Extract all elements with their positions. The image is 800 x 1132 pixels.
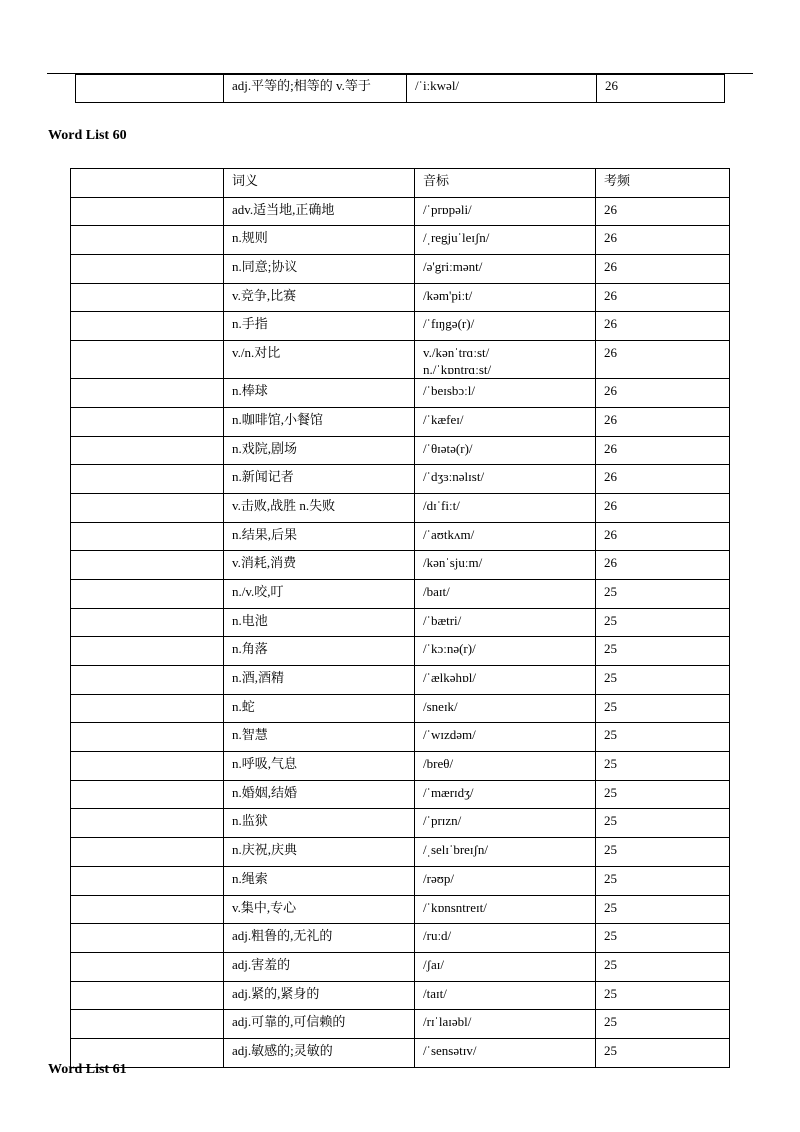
frequency-cell: 25 bbox=[596, 637, 730, 666]
phonetic-cell bbox=[415, 608, 596, 637]
meaning-cell: v./n.对比 bbox=[224, 341, 415, 379]
meaning-cell: n.呼吸,气息 bbox=[224, 752, 415, 781]
previous-list-table-tail bbox=[75, 74, 725, 103]
meaning-cell: n.棒球 bbox=[224, 379, 415, 408]
phonetic-line: /ˈkæfeɪ/ bbox=[423, 411, 464, 427]
phonetic-line: /ˈaʊtkʌm/ bbox=[423, 526, 475, 542]
word-cell bbox=[71, 255, 224, 284]
word-cell bbox=[71, 493, 224, 522]
phonetic-line: /rəʊp/ bbox=[423, 870, 454, 886]
frequency-cell: 25 bbox=[596, 666, 730, 695]
phonetic-line: /ʃaɪ/ bbox=[423, 956, 444, 972]
table-row bbox=[71, 465, 730, 494]
frequency-cell: 25 bbox=[596, 924, 730, 953]
meaning-cell: n.庆祝,庆典 bbox=[224, 838, 415, 867]
phonetic-cell bbox=[415, 522, 596, 551]
table-row bbox=[71, 752, 730, 781]
word-cell bbox=[71, 866, 224, 895]
phonetic-line: /ˈwɪzdəm/ bbox=[423, 727, 476, 743]
phonetic-cell bbox=[415, 436, 596, 465]
frequency-cell: 25 bbox=[596, 952, 730, 981]
phonetic-line: /sneɪk/ bbox=[423, 698, 458, 714]
word-cell bbox=[71, 895, 224, 924]
frequency-cell: 25 bbox=[596, 981, 730, 1010]
frequency-cell: 25 bbox=[596, 579, 730, 608]
frequency-cell: 25 bbox=[596, 1010, 730, 1039]
word-list-60-table bbox=[70, 168, 730, 1068]
phonetic-cell bbox=[415, 283, 596, 312]
table-row bbox=[71, 866, 730, 895]
phonetic-cell bbox=[415, 493, 596, 522]
table-row bbox=[71, 493, 730, 522]
meaning-cell: v.集中,专心 bbox=[224, 895, 415, 924]
phonetic-cell bbox=[415, 838, 596, 867]
word-cell bbox=[71, 608, 224, 637]
phonetic-line: /breθ/ bbox=[423, 756, 454, 772]
table-row bbox=[71, 226, 730, 255]
table-row bbox=[71, 379, 730, 408]
table-row bbox=[71, 723, 730, 752]
meaning-cell: n.蛇 bbox=[224, 694, 415, 723]
table-row bbox=[71, 522, 730, 551]
table-row bbox=[71, 694, 730, 723]
phonetic-line: /ˈkɔːnə(r)/ bbox=[423, 641, 476, 657]
phonetic-cell bbox=[415, 407, 596, 436]
frequency-cell: 26 bbox=[596, 283, 730, 312]
frequency-cell: 26 bbox=[596, 341, 730, 379]
phonetic-cell bbox=[415, 981, 596, 1010]
phonetic-line: /ˈælkəhɒl/ bbox=[423, 670, 477, 685]
table-row bbox=[71, 608, 730, 637]
word-cell bbox=[71, 226, 224, 255]
header-frequency: 考频 bbox=[596, 169, 730, 198]
phonetic-cell bbox=[415, 341, 596, 379]
frequency-cell: 25 bbox=[596, 780, 730, 809]
phonetic-line: /ˌselɪˈbreɪʃn/ bbox=[423, 842, 488, 858]
meaning-cell: n.婚姻,结婚 bbox=[224, 780, 415, 809]
phonetic-cell bbox=[415, 895, 596, 924]
phonetic-line: /ˈsensətɪv/ bbox=[423, 1042, 477, 1058]
phonetic-cell bbox=[415, 255, 596, 284]
phonetic-line: /baɪt/ bbox=[423, 583, 450, 599]
phonetic-line: /rɪˈlaɪəbl/ bbox=[423, 1014, 472, 1030]
table-row bbox=[71, 197, 730, 226]
meaning-cell: n.咖啡馆,小餐馆 bbox=[224, 407, 415, 436]
table-row bbox=[71, 551, 730, 580]
word-cell bbox=[71, 379, 224, 408]
section-title-word-list-60: Word List 60 bbox=[48, 128, 127, 143]
table-row bbox=[71, 838, 730, 867]
frequency-cell: 26 bbox=[597, 75, 725, 103]
phonetic-cell bbox=[415, 312, 596, 341]
frequency-cell: 26 bbox=[596, 551, 730, 580]
frequency-cell: 26 bbox=[596, 255, 730, 284]
meaning-cell: adj.平等的;相等的 v.等于 bbox=[224, 75, 407, 103]
phonetic-cell: /ˈiːkwəl/ bbox=[407, 75, 597, 103]
word-cell bbox=[76, 75, 224, 103]
word-cell bbox=[71, 924, 224, 953]
word-cell bbox=[71, 666, 224, 695]
word-cell bbox=[71, 465, 224, 494]
frequency-cell: 26 bbox=[596, 493, 730, 522]
phonetic-cell bbox=[415, 637, 596, 666]
phonetic-cell bbox=[415, 666, 596, 695]
phonetic-cell bbox=[415, 866, 596, 895]
frequency-cell: 26 bbox=[596, 197, 730, 226]
frequency-cell: 26 bbox=[596, 465, 730, 494]
phonetic-cell bbox=[415, 809, 596, 838]
table-row bbox=[71, 1010, 730, 1039]
table-row bbox=[76, 75, 725, 103]
meaning-cell: n.绳索 bbox=[224, 866, 415, 895]
word-cell bbox=[71, 312, 224, 341]
phonetic-line: /ˈprɒpəli/ bbox=[423, 201, 472, 217]
phonetic-line: /ruːd/ bbox=[423, 928, 452, 944]
frequency-cell: 25 bbox=[596, 1038, 730, 1067]
meaning-cell: adv.适当地,正确地 bbox=[224, 197, 415, 226]
word-cell bbox=[71, 809, 224, 838]
table-row bbox=[71, 341, 730, 379]
phonetic-cell bbox=[415, 226, 596, 255]
table-row bbox=[71, 283, 730, 312]
word-cell bbox=[71, 723, 224, 752]
frequency-cell: 26 bbox=[596, 312, 730, 341]
table-row bbox=[71, 407, 730, 436]
table-row bbox=[71, 809, 730, 838]
phonetic-line: /ˈmærɪdʒ/ bbox=[423, 784, 474, 800]
meaning-cell: adj.粗鲁的,无礼的 bbox=[224, 924, 415, 953]
phonetic-line: n./ˈkɒntrɑːst/ bbox=[423, 362, 492, 378]
meaning-cell: n.智慧 bbox=[224, 723, 415, 752]
meaning-cell: adj.紧的,紧身的 bbox=[224, 981, 415, 1010]
table-row bbox=[71, 780, 730, 809]
phonetic-cell bbox=[415, 723, 596, 752]
phonetic-line: /ˌregjuˈleɪʃn/ bbox=[423, 230, 490, 246]
phonetic-line: /ˈkɒnsntreɪt/ bbox=[423, 899, 487, 915]
phonetic-line: /ˈdʒɜːnəlɪst/ bbox=[423, 469, 485, 485]
phonetic-line: /ˈfɪŋgə(r)/ bbox=[423, 316, 475, 332]
word-cell bbox=[71, 522, 224, 551]
phonetic-cell bbox=[415, 924, 596, 953]
meaning-cell: n.监狱 bbox=[224, 809, 415, 838]
phonetic-line: /ˈbeɪsbɔːl/ bbox=[423, 383, 475, 399]
frequency-cell: 26 bbox=[596, 407, 730, 436]
phonetic-line: /ˈθɪətə(r)/ bbox=[423, 440, 473, 456]
meaning-cell: n.规则 bbox=[224, 226, 415, 255]
word-cell bbox=[71, 780, 224, 809]
table-row bbox=[71, 895, 730, 924]
section-title-word-list-61: Word List 61 bbox=[48, 1062, 127, 1077]
meaning-cell: n.角落 bbox=[224, 637, 415, 666]
header-word bbox=[71, 169, 224, 198]
frequency-cell: 26 bbox=[596, 436, 730, 465]
frequency-cell: 25 bbox=[596, 809, 730, 838]
word-cell bbox=[71, 407, 224, 436]
table-row bbox=[71, 924, 730, 953]
meaning-cell: n.新闻记者 bbox=[224, 465, 415, 494]
meaning-cell: v.竞争,比赛 bbox=[224, 283, 415, 312]
frequency-cell: 26 bbox=[596, 522, 730, 551]
word-cell bbox=[71, 637, 224, 666]
phonetic-line: /kəm'piːt/ bbox=[423, 287, 473, 303]
table-header-row bbox=[71, 169, 730, 198]
meaning-cell: n.酒,酒精 bbox=[224, 666, 415, 695]
meaning-cell: v.消耗,消费 bbox=[224, 551, 415, 580]
table-row bbox=[71, 666, 730, 695]
meaning-cell: n.电池 bbox=[224, 608, 415, 637]
table-row bbox=[71, 436, 730, 465]
word-cell bbox=[71, 1010, 224, 1039]
word-cell bbox=[71, 283, 224, 312]
table-row bbox=[71, 579, 730, 608]
frequency-cell: 25 bbox=[596, 608, 730, 637]
table-row bbox=[71, 255, 730, 284]
phonetic-cell bbox=[415, 952, 596, 981]
table-row bbox=[71, 952, 730, 981]
word-cell bbox=[71, 579, 224, 608]
phonetic-line: /ˈprɪzn/ bbox=[423, 813, 462, 829]
meaning-cell: adj.敏感的;灵敏的 bbox=[224, 1038, 415, 1067]
meaning-cell: n.戏院,剧场 bbox=[224, 436, 415, 465]
phonetic-cell bbox=[415, 379, 596, 408]
frequency-cell: 25 bbox=[596, 838, 730, 867]
phonetic-cell bbox=[415, 1010, 596, 1039]
frequency-cell: 25 bbox=[596, 866, 730, 895]
phonetic-cell bbox=[415, 1038, 596, 1067]
phonetic-line: /dɪˈfiːt/ bbox=[423, 497, 460, 513]
word-cell bbox=[71, 197, 224, 226]
table-row bbox=[71, 312, 730, 341]
word-cell bbox=[71, 551, 224, 580]
phonetic-cell bbox=[415, 465, 596, 494]
word-cell bbox=[71, 981, 224, 1010]
phonetic-line: /kənˈsjuːm/ bbox=[423, 555, 483, 571]
frequency-cell: 26 bbox=[596, 379, 730, 408]
frequency-cell: 25 bbox=[596, 723, 730, 752]
frequency-cell: 25 bbox=[596, 752, 730, 781]
meaning-cell: adj.可靠的,可信赖的 bbox=[224, 1010, 415, 1039]
table-row bbox=[71, 637, 730, 666]
table-row bbox=[71, 981, 730, 1010]
phonetic-cell bbox=[415, 197, 596, 226]
word-cell bbox=[71, 952, 224, 981]
table-row bbox=[71, 1038, 730, 1067]
word-cell bbox=[71, 436, 224, 465]
phonetic-line: v./kənˈtrɑːst/ bbox=[423, 345, 490, 361]
phonetic-cell bbox=[415, 579, 596, 608]
phonetic-cell bbox=[415, 551, 596, 580]
header-meaning: 词义 bbox=[224, 169, 415, 198]
word-cell bbox=[71, 341, 224, 379]
phonetic-line: /ə'griːmənt/ bbox=[423, 259, 483, 275]
phonetic-line: /ˈbætri/ bbox=[423, 612, 462, 628]
word-cell bbox=[71, 694, 224, 723]
meaning-cell: adj.害羞的 bbox=[224, 952, 415, 981]
header-phonetic: 音标 bbox=[415, 169, 596, 198]
phonetic-cell bbox=[415, 694, 596, 723]
frequency-cell: 26 bbox=[596, 226, 730, 255]
frequency-cell: 25 bbox=[596, 895, 730, 924]
phonetic-line: /taɪt/ bbox=[423, 985, 447, 1001]
meaning-cell: v.击败,战胜 n.失败 bbox=[224, 493, 415, 522]
phonetic-cell bbox=[415, 780, 596, 809]
word-cell bbox=[71, 752, 224, 781]
frequency-cell: 25 bbox=[596, 694, 730, 723]
meaning-cell: n.手指 bbox=[224, 312, 415, 341]
meaning-cell: n.同意;协议 bbox=[224, 255, 415, 284]
phonetic-cell bbox=[415, 752, 596, 781]
meaning-cell: n.结果,后果 bbox=[224, 522, 415, 551]
meaning-cell: n./v.咬,叮 bbox=[224, 579, 415, 608]
word-cell bbox=[71, 838, 224, 867]
